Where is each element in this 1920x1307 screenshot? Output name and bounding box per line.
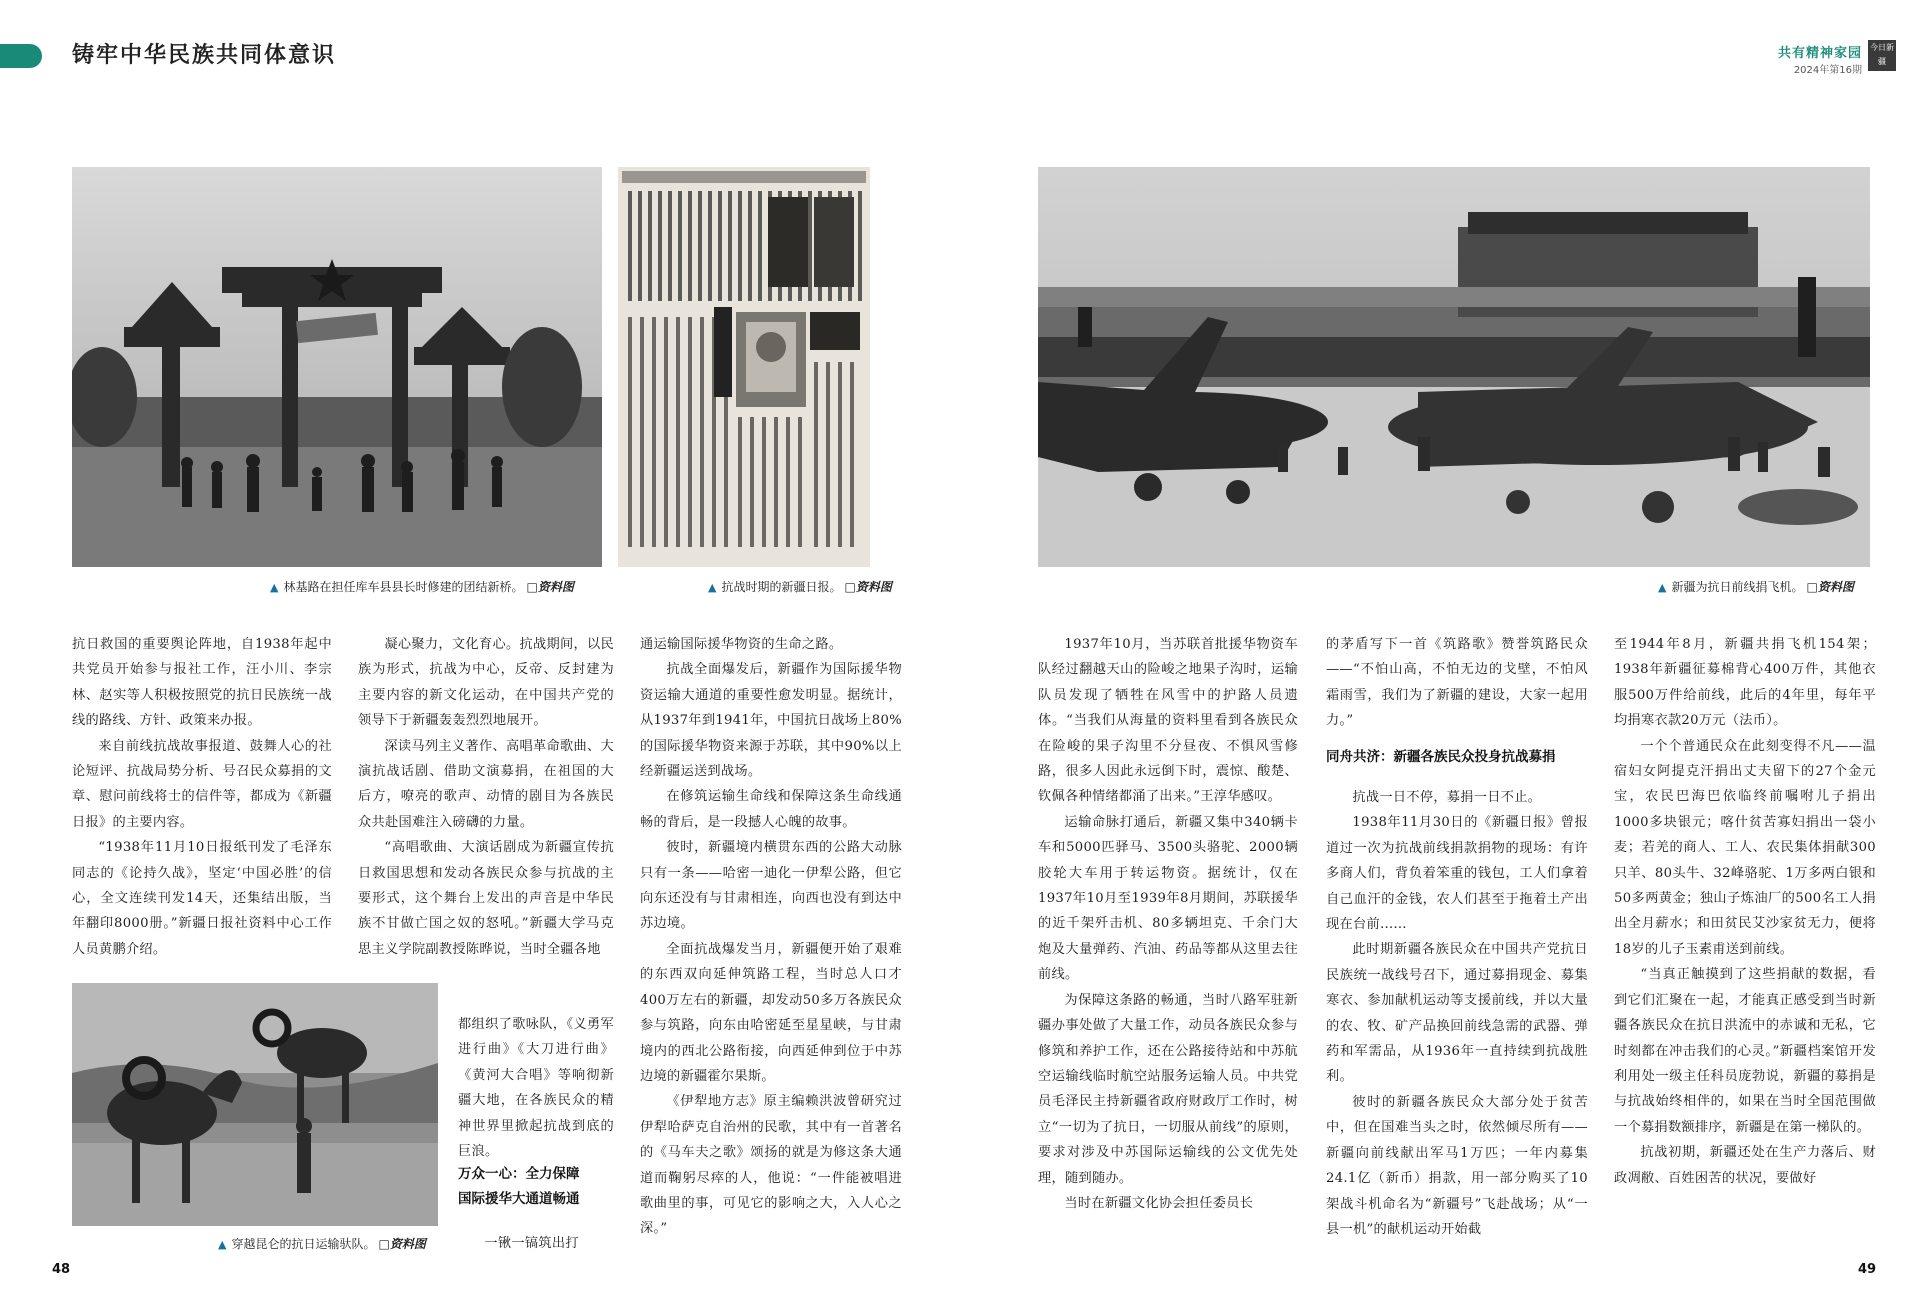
caption-source: □资料图 <box>1806 580 1854 594</box>
paragraph: 深读马列主义著作、高唱革命歌曲、大演抗战话剧、借助文演募捐，在祖国的大后方，嘹亮的歌声、动情的剧目为各族民众共赴国难注入磅礴的力量。 <box>358 738 614 830</box>
paragraph: 1938年11月30日的《新疆日报》曾报道过一次为抗战前线捐款捐物的现场：有许多商人们，背负着笨重的钱包，工人们拿着自己血汗的金钱，农人们甚至于拖着土产出现在台前…… <box>1326 815 1588 933</box>
page-title: 铸牢中华民族共同体意识 <box>72 42 337 68</box>
paragraph: 通运输国际援华物资的生命之路。 <box>640 637 843 652</box>
left-column-2-narrow <box>458 1012 614 1164</box>
paragraph: 此时期新疆各族民众在中国共产党抗日民族统一战线号召下，通过募捐现金、募集寒衣、参加献机运动等支援前线，并以大量的农、牧、矿产品换回前线急需的武器、弹药和军需品，从1936年一直持续到抗战胜利。 <box>1326 942 1588 1085</box>
right-column-2-top <box>1326 632 1588 734</box>
left-column-1 <box>72 632 332 962</box>
caption-source: □资料图 <box>844 580 892 594</box>
caption-newspaper <box>708 578 892 595</box>
caption-triangle-icon: ▲ <box>218 1238 227 1251</box>
paragraph: “1938年11月10日报纸刊发了毛泽东同志的《论持久战》，坚定‘中国必胜’的信心，全文连续刊发14天，还集结出版，当年翻印8000册。”新疆日报社资料中心工作人员黄鹏介绍。 <box>72 840 332 957</box>
right-column-3 <box>1614 632 1876 1191</box>
paragraph: 来自前线抗战故事报道、鼓舞人心的社论短评、抗战局势分析、号召民众募捐的文章、慰问前线将士的信件等，都成为《新疆日报》的主要内容。 <box>72 738 332 830</box>
paragraph: 至1944年8月，新疆共捐飞机154架；1938年新疆征募棉背心400万件，其他衣服500万件给前线，此后的4年里，每年平均捐寒衣款20万元（法币）。 <box>1614 637 1876 729</box>
caption-planes <box>1658 578 1854 595</box>
paragraph: “高唱歌曲、大演话剧成为新疆宣传抗日救国思想和发动各族民众参与抗战的主要形式，这个舞台上发出的声音是中华民族不甘做亡国之奴的怒吼。”新疆大学马克思主义学院副教授陈晔说，当时全疆各地 <box>358 840 614 957</box>
paragraph: 彼时的新疆各族民众大部分处于贫苦中，但在国难当头之时，依然倾尽所有——新疆向前线献出军马1万匹；一年内募集24.1亿（新币）捐款，用一部分购买了10架战斗机命名为“新疆号”飞赴战场；从“一县一机”的献机运动开始截 <box>1326 1094 1588 1237</box>
caption-triangle-icon: ▲ <box>1658 581 1667 594</box>
paragraph: 抗日救国的重要舆论阵地，自1938年起中共党员开始参与报社工作，汪小川、李宗林、赵实等人积极按照党的抗日民族统一战线的路线、方针、政策来办报。 <box>72 637 332 729</box>
section-tab-marker <box>0 44 42 68</box>
paragraph: 抗战初期，新疆还处在生产力落后、财政凋敝、百姓困苦的状况，要做好 <box>1614 1145 1876 1186</box>
paragraph: 1937年10月，当苏联首批援华物资车队经过翻越天山的险峻之地果子沟时，运输队员发现了牺牲在风雪中的护路人员遗体。“当我们从海量的资料里看到各族民众在险峻的果子沟里不分昼夜、不惧风雪修路，很多人因此永远倒下时，震惊、酸楚、钦佩各种情绪都涌了出来。”王淳华感叹。 <box>1038 637 1298 805</box>
photo-camels <box>72 983 438 1226</box>
right-column-2-bottom <box>1326 785 1588 1242</box>
paragraph: 一个个普通民众在此刻变得不凡——温宿妇女阿提克汗捐出丈夫留下的27个金元宝，农民巴海巴依临终前嘱咐儿子捐出1000多块银元；喀什贫苦寡妇捐出一袋小麦；若羌的商人、工人、农民集体捐献300只羊、80头牛、32峰骆驼、1万多两白银和50多两黄金；独山子炼油厂的500名工人捐出全月薪水；和田贫民艾沙家贫无力，便将18岁的儿子玉素甫送到前线。 <box>1614 738 1876 957</box>
caption-bridge <box>270 578 574 595</box>
photo-planes <box>1038 167 1870 567</box>
brand-issue: 2024年第16期 <box>1793 65 1862 76</box>
caption-triangle-icon: ▲ <box>270 581 279 594</box>
paragraph: 的茅盾写下一首《筑路歌》赞誉筑路民众——“不怕山高，不怕无边的戈壁，不怕风霜雨雪，我们为了新疆的建设，大家一起用力。” <box>1326 637 1588 729</box>
page-number-left: 48 <box>52 1262 71 1277</box>
paragraph: 一锹一镐筑出打 <box>484 1236 579 1251</box>
left-column-2-last <box>458 1231 614 1256</box>
caption-triangle-icon: ▲ <box>708 581 717 594</box>
caption-camels <box>218 1235 426 1252</box>
paragraph: 全面抗战爆发当月，新疆便开始了艰难的东西双向延伸筑路工程，当时总人口才400万左右的新疆，却发动50多万各族民众参与筑路，向东由哈密延至星星峡，与甘肃境内的西北公路衔接，向西延伸到位于中苏边境的新疆霍尔果斯。 <box>640 941 902 1084</box>
paragraph: 彼时，新疆境内横贯东西的公路大动脉只有一条——哈密一迪化一伊犁公路，但它向东还没有与甘肃相连，向西也没有到达中苏边境。 <box>640 840 902 932</box>
page-number-right: 49 <box>1858 1262 1877 1277</box>
magazine-brand <box>1778 42 1862 76</box>
section-heading-line: 万众一心：全力保障 <box>458 1166 580 1182</box>
section-heading-line: 国际援华大通道畅通 <box>458 1191 580 1207</box>
caption-source: □资料图 <box>526 580 574 594</box>
paragraph: 凝心聚力，文化育心。抗战期间，以民族为形式，抗战为中心，反帝、反封建为主要内容的新文化运动，在中国共产党的领导下于新疆轰轰烈烈地展开。 <box>358 637 614 729</box>
section-heading: 同舟共济：新疆各族民众投身抗战募捐 <box>1326 749 1556 765</box>
paragraph: 当时在新疆文化协会担任委员长 <box>1064 1195 1254 1211</box>
paragraph: 抗战全面爆发后，新疆作为国际援华物资运输大通道的重要性愈发明显。据统计，从1937年到1941年，中国抗日战场上80%的国际援华物资来源于苏联，其中90%以上经新疆运送到战场。 <box>640 662 902 780</box>
paragraph: 都组织了歌咏队，《义勇军进行曲》《大刀进行曲》《黄河大合唱》等响彻新疆大地，在各族民众的精神世界里掀起抗战到底的巨浪。 <box>458 1017 614 1160</box>
paragraph: 《伊犁地方志》原主编赖洪波曾研究过伊犁哈萨克自治州的民歌，其中有一首著名的《马车夫之歌》颂扬的就是为修这条大通道而鞠躬尽瘁的人，他说：“一件能被唱进歌曲里的事，可见它的影响之大，入人心之深。” <box>640 1094 902 1237</box>
caption-text: 穿越昆仑的抗日运输驮队。 <box>231 1237 376 1251</box>
caption-source: □资料图 <box>378 1237 426 1251</box>
left-column-2-top <box>358 632 614 962</box>
section-heading <box>458 1162 618 1212</box>
paragraph: 为保障这条路的畅通，当时八路军驻新疆办事处做了大量工作，动员各族民众参与修筑和养护工作，还在公路接待站和中苏航空运输线临时航空站服务运输人员。中共党员毛泽民主持新疆省政府财政厅工作时，树立“一切为了抗日，一切服从前线”的原则，要求对涉及中苏国际运输线的公文优先处理，随到随办。 <box>1038 992 1298 1186</box>
caption-text: 林基路在担任库车县县长时修建的团结新桥。 <box>283 580 524 594</box>
right-column-1 <box>1038 632 1298 1216</box>
photo-bridge <box>72 167 602 567</box>
brand-name: 共有精神家园 <box>1777 46 1862 61</box>
photo-newspaper <box>618 167 870 567</box>
caption-text: 抗战时期的新疆日报。 <box>721 580 842 594</box>
paragraph: “当真正触摸到了这些捐献的数据，看到它们汇聚在一起，才能真正感受到当时新疆各族民众在抗日洪流中的赤诚和无私，它时刻都在冲击我们的心灵。”新疆档案馆开发利用处一级主任科员庞勃说，新疆的募捐是与抗战始终相伴的，如果在当时全国范围做一个募捐数额排序，新疆是在第一梯队的。 <box>1614 967 1876 1135</box>
paragraph: 在修筑运输生命线和保障这条生命线通畅的背后，是一段撼人心魄的故事。 <box>640 789 902 830</box>
paragraph: 抗战一日不停，募捐一日不止。 <box>1352 790 1542 805</box>
caption-text: 新疆为抗日前线捐飞机。 <box>1671 580 1804 594</box>
brand-badge: 今日新疆 <box>1868 40 1896 71</box>
paragraph: 运输命脉打通后，新疆又集中340辆卡车和5000匹驿马、3500头骆驼、2000辆胶轮大车用于转运物资。据统计，仅在1937年10月至1939年8月期间，苏联援华的近千架歼击机、80多辆坦克、千余门大炮及大量弹药、汽油、药品等都从这里去往前线。 <box>1038 814 1298 983</box>
left-column-3 <box>640 632 902 1242</box>
